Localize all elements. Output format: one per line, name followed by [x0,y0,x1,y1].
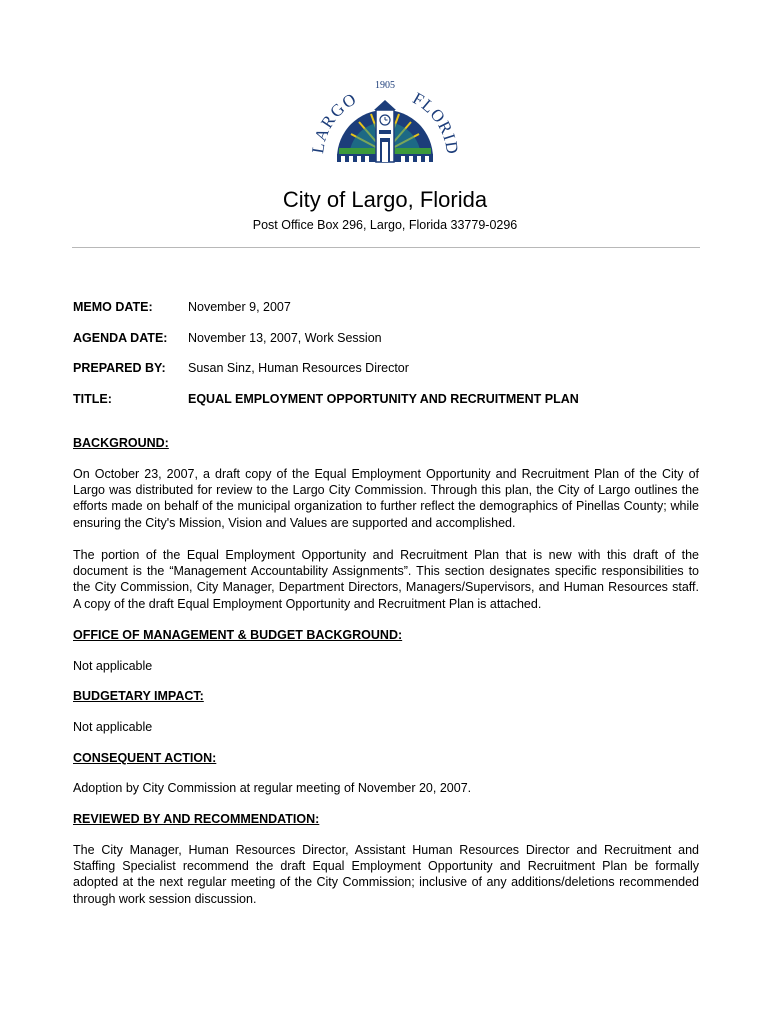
prepared-by-label: PREPARED BY: [73,361,166,375]
consequent-action-heading: CONSEQUENT ACTION: [73,751,217,765]
reviewed-by-text: The City Manager, Human Resources Director, Assistant Human Resources Director and Recruitment and Staffing Specialist recommend the draft Equal Employment Opportunity and Recruitment Plan be formally adopted at the next regular meeting of the City Commission; inclusive of any additions/deletions recommended through work session discussion. [73,843,699,906]
background-heading: BACKGROUND: [73,436,169,450]
prepared-by-row [73,360,703,376]
reviewed-by-heading: REVIEWED BY AND RECOMMENDATION: [73,812,320,826]
city-seal-graphic [305,72,465,172]
memo-date-row [73,299,703,315]
budgetary-impact-heading: BUDGETARY IMPACT: [73,689,204,703]
logo-word-left: LARGO [308,88,361,155]
omb-background-text: Not applicable [73,659,153,673]
logo-word-right: FLORID [409,88,463,157]
logo-year: 1905 [375,80,395,91]
agenda-date-row [73,330,703,346]
memo-date-value: November 9, 2007 [188,300,291,314]
background-paragraph-2: The portion of the Equal Employment Opportunity and Recruitment Plan that is new with this draft of the document is the “Management Accountability Assignments”. This section designates specific responsibilities to the City Commission, City Manager, Department Directors, Managers/Supervisors, and Human Resources staff. A copy of the draft Equal Employment Opportunity and Recruitment Plan is attached. [73,548,699,611]
header-divider [72,247,700,248]
memo-date-label: MEMO DATE: [73,300,153,314]
prepared-by-value: Susan Sinz, Human Resources Director [188,361,409,375]
consequent-action-text: Adoption by City Commission at regular meeting of November 20, 2007. [73,781,472,795]
omb-background-heading: OFFICE OF MANAGEMENT & BUDGET BACKGROUND: [73,628,403,642]
agenda-date-value: November 13, 2007, Work Session [188,331,382,345]
city-name-heading: City of Largo, Florida [282,187,488,212]
title-row [73,391,703,407]
budgetary-impact-text: Not applicable [73,720,153,734]
city-address: Post Office Box 296, Largo, Florida 33779-0296 [252,218,518,232]
background-paragraph-1: On October 23, 2007, a draft copy of the Equal Employment Opportunity and Recruitment Plan of the City of Largo was distributed for review to the Largo City Commission. Through this plan, the City of Largo outlines the efforts made on behalf of the municipal organization to further reflect the demographics of Pinellas County; while ensuring the City's Mission, Vision and Values are supported and accomplished. [73,467,699,530]
city-logo [305,72,465,172]
agenda-date-label: AGENDA DATE: [73,331,168,345]
title-value: EQUAL EMPLOYMENT OPPORTUNITY AND RECRUITMENT PLAN [188,392,579,406]
clock-tower [374,100,396,162]
title-label: TITLE: [73,392,112,406]
